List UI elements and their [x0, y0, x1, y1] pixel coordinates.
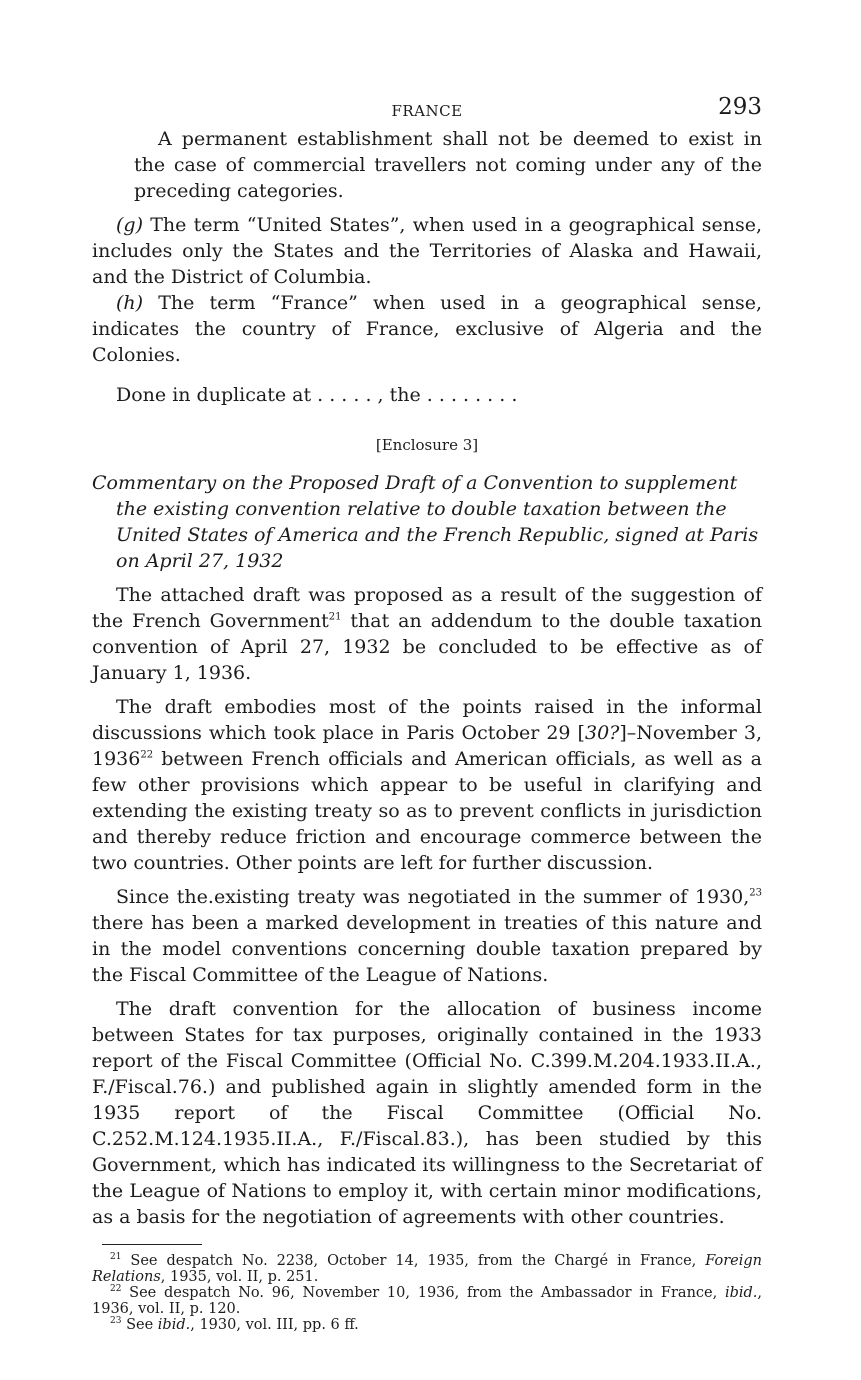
- clause-h-label: (h): [116, 292, 144, 314]
- footnotes: [92, 1253, 762, 1333]
- footnote-22: $^{22}$ See despatch No. 96, November 10, 1936, from the Ambassador in France, ibid., 1936, vol. II, p. 120.: [92, 1284, 762, 1317]
- page-header: [92, 92, 762, 126]
- clause-h: [92, 290, 762, 368]
- footnote-rule: [102, 1244, 202, 1245]
- para1-text-b: that an addendum to the double taxation convention of April 27, 1932 be concluded to be effective as of January 1, 1936.: [92, 610, 762, 684]
- commentary-title: Commentary on the Proposed Draft of a Convention to supplement the existing convention relative to double taxation between the United States of America and the French Republic, signed at Paris on April 27, 1932: [92, 472, 759, 572]
- paragraph-attached-draft: [92, 582, 762, 686]
- para1-text-a: The attached draft was proposed as a result of the suggestion of the French Government: [92, 584, 762, 632]
- para2-text-c: between French officials and American officials, as well as a few other provisions which appear to be useful in clarifying and extending the existing treaty so as to prevent conflicts in jurisdiction and thereby reduce friction and encourage commerce between the two countries. Other points are left for further discussion.: [92, 748, 762, 874]
- footnote-23: $^{23}$ See ibid., 1930, vol. III, pp. 6 ff.: [110, 1316, 359, 1333]
- clause-h-text: The term “France” when used in a geographical sense, indicates the country of France, exclusive of Algeria and the Colonies.: [92, 292, 763, 366]
- paragraph-since-existing-treaty: [92, 884, 762, 988]
- para2-editorial-date: 30?: [584, 722, 620, 744]
- enclosure-label: [Enclosure 3]: [375, 436, 479, 454]
- para2-text-a: The draft embodies most of the points raised in the informal discussions which took place in Paris October 29 [: [92, 696, 762, 744]
- paragraph-draft-convention: The draft convention for the allocation of business income between States for tax purposes, originally contained in the 1933 report of the Fiscal Committee (Official No. C.399.M.204.1933.II.A., F./Fiscal.76.) and published again in slightly amended form in the 1935 report of the Fiscal Committee (Official No. C.252.M.124.1935.II.A., F./Fiscal.83.), has been studied by this Government, which has indicated its willingness to the Secretariat of the League of Nations to employ it, with certain minor modifications, as a basis for the negotiation of agreements with other countries.: [92, 998, 762, 1228]
- footnote-ref-23: 23: [749, 887, 762, 899]
- permanent-establishment-paragraph: A permanent establishment shall not be deemed to exist in the case of commercial travellers not coming under any of the preceding categories.: [134, 128, 762, 202]
- page-number: 293: [718, 94, 762, 120]
- para3-text-a: Since the.existing treaty was negotiated in the summer of 1930,: [116, 886, 750, 908]
- paragraph-draft-embodies: [92, 694, 762, 876]
- para2-text-b: ]–November 3, 1936: [92, 722, 762, 770]
- done-in-duplicate-line: Done in duplicate at . . . . . , the . . . . . . . .: [116, 384, 518, 406]
- clause-g-text: The term “United States”, when used in a geographical sense, includes only the States and the Territories of Alaska and Hawaii, and the District of Columbia.: [92, 214, 763, 288]
- document-page: [92, 92, 762, 1333]
- footnote-ref-21: 21: [328, 611, 342, 623]
- clause-g-label: (g): [116, 214, 143, 236]
- running-head: FRANCE: [391, 102, 463, 120]
- clause-g: [92, 212, 762, 290]
- footnote-21: $^{21}$ See despatch No. 2238, October 14, 1935, from the Chargé in France, Foreign Relations, 1935, vol. II, p. 251.: [92, 1252, 763, 1285]
- para3-text-b: there has been a marked development in treaties of this nature and in the model conventions concerning double taxation prepared by the Fiscal Committee of the League of Nations.: [92, 912, 762, 986]
- footnote-ref-22: 22: [140, 749, 154, 761]
